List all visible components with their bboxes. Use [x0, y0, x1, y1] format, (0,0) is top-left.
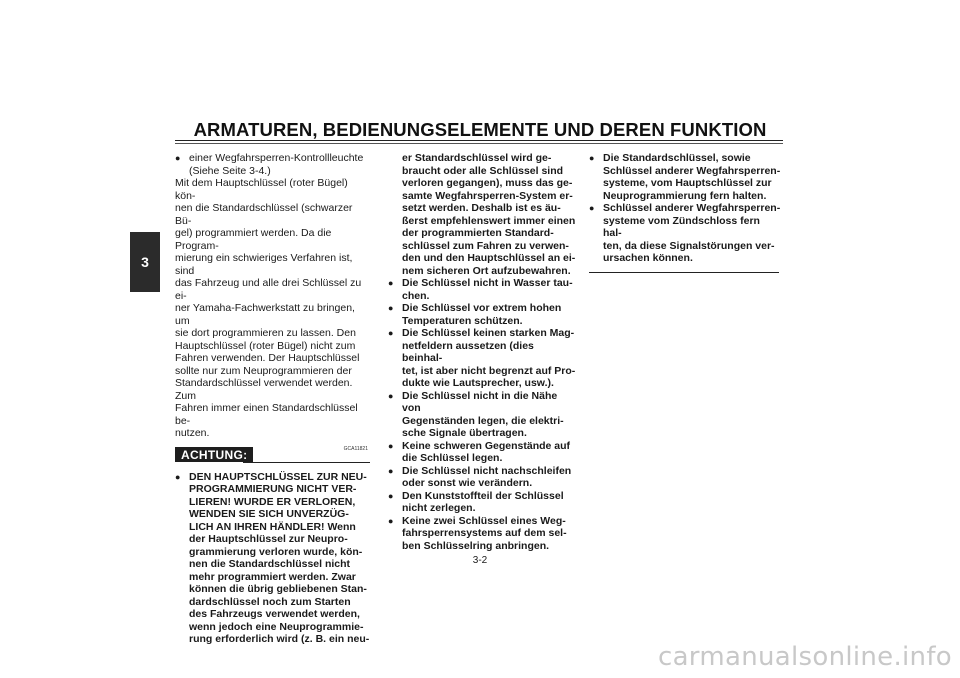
column-2 — [388, 152, 576, 552]
caution-code: GCA11821 — [343, 445, 368, 452]
list-item — [388, 465, 576, 490]
bullet-icon: ● — [589, 153, 595, 163]
bullet-text: Die Schlüssel nicht in die Nähe von Gegenständen legen, die elektri- sche Signale übertragen. — [402, 389, 564, 439]
bullet-icon: ● — [175, 471, 181, 482]
page-title: ARMATUREN, BEDIENUNGSELEMENTE UND DEREN FUNKTION — [193, 119, 767, 140]
chapter-tab: 3 — [130, 232, 160, 292]
bullet-text: Keine schweren Gegenstände auf die Schlüssel legen. — [402, 439, 571, 464]
caution-text: DEN HAUPTSCHLÜSSEL ZUR NEU- PROGRAMMIERUNG NICHT VER- LIEREN! WURDE ER VERLOREN, WENDEN SIE SICH UNVERZÜG- LICH AN IHREN HÄNDLER! Wenn der Hauptschlüssel zur Neupro- grammierung verloren wurde, kön- nen die Standardschlüssel nicht mehr programmiert werden. Zwar können die übrig gebliebenen Stan- dardschlüssel noch zum Starten des Fahrzeugs verwendet werden, wenn jedoch eine Neuprogrammie- rung erforderlich wird (z. B. ein neu- — [189, 470, 370, 645]
body-paragraph: Mit dem Hauptschlüssel (roter Bügel) kön- nen die Standardschlüssel (schwarzer Bü- gel) programmiert werden. Da die Program- mierung ein schwieriges Verfahren ist, sind das Fahrzeug und alle drei Schlüssel zu ei- ner Yamaha-Fachwerkstatt zu bringen, um sie dort programmieren zu lassen. Den Hauptschlüssel (roter Bügel) nicht zum Fahren verwenden. Der Hauptschlüssel sollte nur zum Neuprogrammieren der Standardschlüssel verwendet werden. Zum Fahren immer einen Standardschlüssel be- nutzen. — [175, 177, 362, 439]
caution-end-rule — [589, 272, 779, 273]
list-item — [388, 277, 576, 302]
column-1 — [175, 152, 370, 646]
bullet-icon: ● — [388, 440, 394, 451]
bullet-icon: ● — [388, 465, 394, 476]
bullet-icon: ● — [388, 328, 394, 338]
caution-continuation: er Standardschlüssel wird ge- braucht oder alle Schlüssel sind verloren gegangen), muss das ge- samte Wegfahrsperren-System er- setzt werden. Deshalb ist es äu- ßerst empfehlenswert immer einen der programmierten Standard- schlüssel zum Fahren zu verwen- den und den Hauptschlüssel an ei- nem sicheren Ort aufzubewahren. — [402, 152, 576, 277]
column-3 — [589, 152, 781, 273]
caution-rule — [243, 462, 370, 463]
bullet-text: Keine zwei Schlüssel eines Weg- fahrsperrensystems auf dem sel- ben Schlüsselring anbringen. — [402, 514, 567, 552]
list-item — [589, 202, 781, 265]
list-item — [388, 390, 576, 440]
title-rule-thin — [175, 143, 783, 144]
bullet-icon: ● — [388, 278, 394, 288]
watermark[interactable]: carmanualsonline.info — [657, 642, 952, 672]
list-item — [388, 515, 576, 553]
bullet-icon: ● — [388, 303, 394, 313]
list-item — [388, 440, 576, 465]
bullet-icon: ● — [388, 390, 394, 401]
bullet-text: Die Schlüssel nicht nachschleifen oder sonst wie verändern. — [402, 464, 572, 489]
bullet-icon: ● — [388, 515, 394, 526]
list-item — [388, 327, 576, 390]
bullet-text: Die Schlüssel vor extrem hohen Temperaturen schützen. — [402, 302, 562, 327]
title-rule — [175, 140, 783, 141]
page-number: 3-2 — [472, 555, 488, 566]
bullet-icon: ● — [589, 203, 595, 213]
list-item — [175, 152, 370, 177]
bullet-text: Die Schlüssel keinen starken Mag- netfeldern aussetzen (dies beinhal- tet, ist aber nicht begrenzt auf Pro- dukte wie Lautsprecher, usw.). — [402, 327, 576, 389]
bullet-text: Die Schlüssel nicht in Wasser tau- chen. — [402, 277, 573, 302]
list-item — [388, 490, 576, 515]
bullet-text: Die Standardschlüssel, sowie Schlüssel anderer Wegfahrsperren- systeme, vom Hauptschlüssel zur Neuprogrammierung fern halten. — [603, 152, 781, 202]
bullet-icon: ● — [388, 490, 394, 501]
bullet-text: einer Wegfahrsperren-Kontrollleuchte (Siehe Seite 3-4.) — [189, 152, 364, 177]
bullet-text: Schlüssel anderer Wegfahrsperren- systeme vom Zündschloss fern hal- ten, da diese Signalstörungen ver- ursachen können. — [603, 202, 781, 264]
caution-label: ACHTUNG: — [175, 447, 253, 463]
caution-list-item — [175, 471, 370, 646]
caution-header — [175, 447, 370, 465]
bullet-text: Den Kunststoffteil der Schlüssel nicht zerlegen. — [402, 489, 564, 514]
list-item — [589, 152, 781, 202]
list-item — [388, 302, 576, 327]
bullet-icon: ● — [175, 153, 181, 163]
